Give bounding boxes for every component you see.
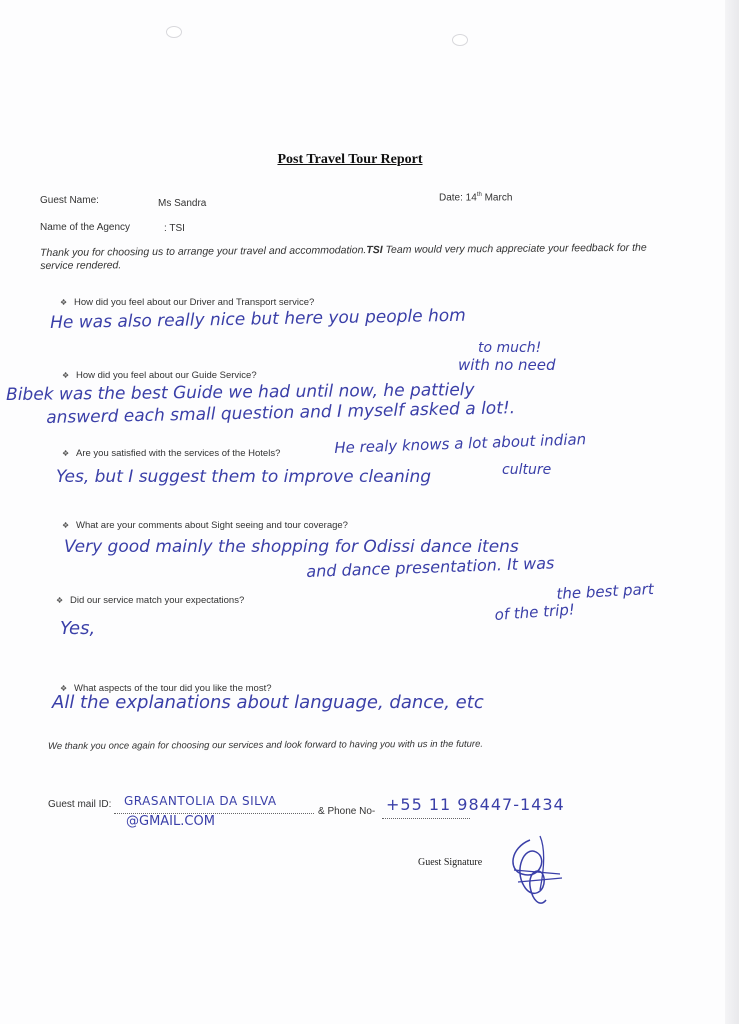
punch-hole [166, 26, 182, 38]
guest-name-value: Ms Sandra [158, 198, 207, 209]
signature-image [500, 830, 570, 910]
answer-sightseeing-line4: of the trip! [494, 600, 576, 624]
punch-hole [452, 34, 468, 46]
answer-guide: Bibek was the best Guide we had until now, he pattiely [6, 380, 475, 405]
question-text: How did you feel about our Guide Service? [76, 370, 257, 381]
phone-label: & Phone No- [318, 806, 376, 817]
bullet-icon: ❖ [60, 298, 68, 307]
answer-driver-insert: to much! [478, 340, 542, 356]
closing-text: We thank you once again for choosing our services and look forward to having you with us in the future. [48, 738, 484, 752]
bullet-icon: ❖ [60, 684, 68, 693]
question-guide [62, 370, 257, 381]
signature-label: Guest Signature [418, 857, 483, 868]
answer-guide-line2: answerd each small question and I myself asked a lot!. [46, 398, 516, 428]
mail-value-line2: @GMAIL.COM [126, 814, 215, 829]
question-text: Did our service match your expectations? [70, 595, 245, 606]
bullet-icon: ❖ [56, 596, 64, 605]
guest-name-label: Guest Name: [40, 195, 99, 206]
agency-value: : TSI [164, 223, 185, 234]
question-text: Are you satisfied with the services of the Hotels? [76, 448, 281, 459]
question-expectations [56, 595, 244, 606]
phone-line [382, 818, 470, 819]
answer-expectations: Yes, [60, 618, 96, 639]
bullet-icon: ❖ [62, 521, 70, 530]
question-sightseeing [62, 520, 348, 531]
answer-driver: He was also really nice but here you people hom [50, 305, 466, 333]
page-title: Post Travel Tour Report [277, 152, 423, 167]
intro-text [40, 242, 660, 273]
answer-sightseeing: Very good mainly the shopping for Odissi dance itens [64, 537, 519, 557]
answer-guide-line3: He realy knows a lot about indian [334, 430, 587, 457]
mail-label: Guest mail ID: [48, 799, 112, 810]
page-edge [725, 0, 739, 1024]
answer-liked-most: All the explanations about language, dance, etc [52, 692, 484, 713]
bullet-icon: ❖ [62, 371, 70, 380]
question-text: What are your comments about Sight seeing and tour coverage? [76, 520, 348, 531]
phone-value: +55 11 98447-1434 [386, 795, 565, 814]
date-field [439, 192, 512, 203]
intro-post: Team would very much appreciate your feedback for the service rendered. [40, 241, 647, 272]
date-month: March [481, 192, 513, 204]
answer-driver-line2: with no need [458, 356, 556, 374]
question-text: How did you feel about our Driver and Transport service? [74, 297, 315, 308]
answer-guide-line4: culture [502, 462, 552, 478]
answer-sightseeing-line2: and dance presentation. It was [306, 553, 555, 581]
question-driver [60, 297, 314, 308]
intro-brand: TSI [366, 244, 383, 257]
answer-hotels: Yes, but I suggest them to improve cleaning [56, 467, 432, 487]
date-suffix: th [476, 192, 482, 198]
question-hotels [62, 448, 280, 459]
mail-value: GRASANTOLIA DA SILVA [124, 794, 277, 808]
date-label: Date: 14 [439, 192, 477, 204]
answer-sightseeing-line3: the best part [556, 579, 655, 603]
question-text: What aspects of the tour did you like the most? [74, 683, 272, 694]
intro-pre: Thank you for choosing us to arrange your travel and accommodation. [40, 244, 367, 259]
bullet-icon: ❖ [62, 449, 70, 458]
agency-label: Name of the Agency [40, 222, 131, 233]
